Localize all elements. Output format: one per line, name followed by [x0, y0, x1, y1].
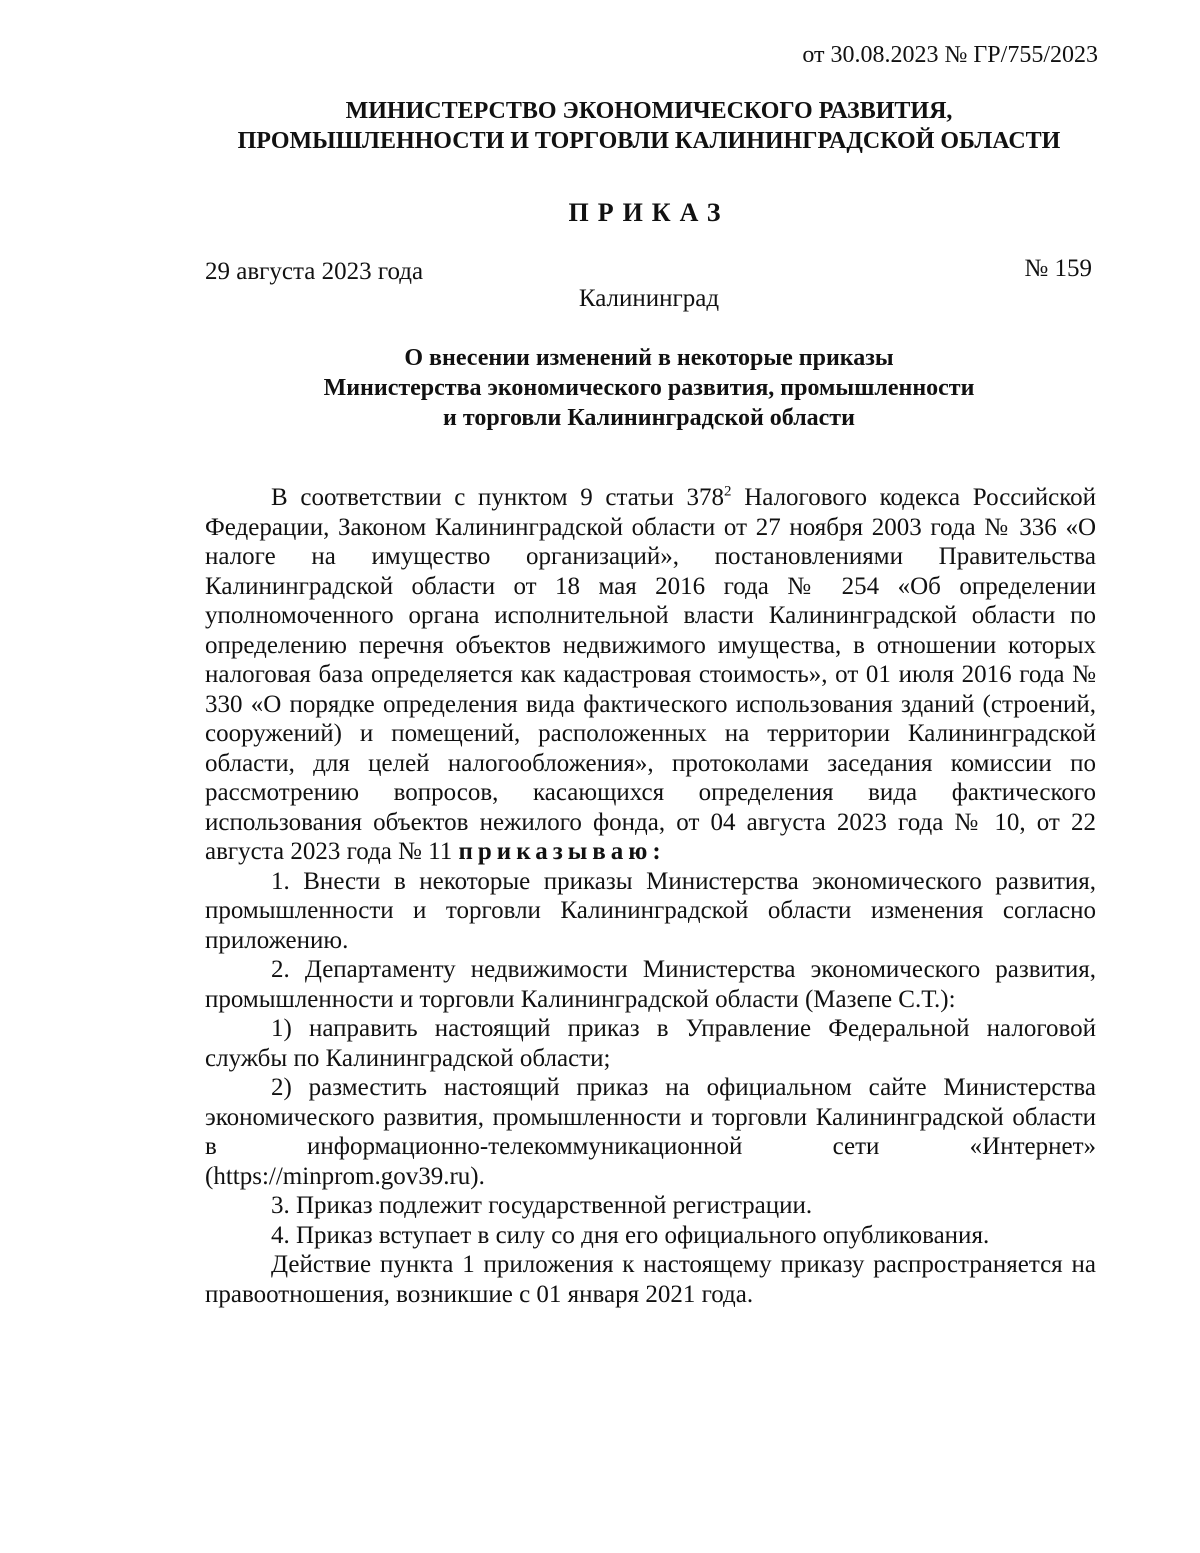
order-command: приказываю:	[458, 838, 666, 865]
item-4: 4. Приказ вступает в силу со дня его официального опубликования.	[271, 1221, 990, 1249]
preamble-start: В соответствии с пунктом 9 статьи 378	[271, 484, 725, 511]
item-1: 1. Внести в некоторые приказы Министерства экономического развития, промышленности и торговли Калининградской области изменения согласно приложению.	[205, 867, 1096, 954]
ministry-name	[0, 96, 1200, 156]
preamble-paragraph	[205, 483, 1096, 867]
item-2-subitem-2: 2) разместить настоящий приказ на официальном сайте Министерства экономического развития, промышленности и торговли Калининградской области в информационно-телекоммуникационной сети «Интернет» (https://minprom.gov39.ru).	[205, 1074, 1096, 1190]
article-superscript: 2	[724, 483, 732, 500]
ministry-name-line2: ПРОМЫШЛЕННОСТИ И ТОРГОВЛИ КАЛИНИНГРАДСКОЙ ОБЛАСТИ	[237, 128, 1061, 154]
document-type-title: ПРИКАЗ	[568, 198, 730, 227]
item-2-subitem-1: 1) направить настоящий приказ в Управление Федеральной налоговой службы по Калининградской области;	[205, 1015, 1096, 1072]
subject-line1: О внесении изменений в некоторые приказы	[404, 345, 894, 371]
order-date: 29 августа 2023 года	[205, 258, 424, 285]
closing-paragraph: Действие пункта 1 приложения к настоящему приказу распространяется на правоотношения, возникшие с 01 января 2021 года.	[205, 1251, 1096, 1308]
item-2: 2. Департаменту недвижимости Министерства экономического развития, промышленности и торговли Калининградской области (Мазепе С.Т.):	[205, 956, 1096, 1013]
city-name: Калининград	[578, 285, 720, 312]
ministry-name-line1: МИНИСТЕРСТВО ЭКОНОМИЧЕСКОГО РАЗВИТИЯ,	[345, 98, 953, 124]
order-number: № 159	[1024, 255, 1092, 282]
registration-stamp: от 30.08.2023 № ГР/755/2023	[802, 42, 1098, 68]
item-3: 3. Приказ подлежит государственной регистрации.	[271, 1192, 813, 1219]
preamble-rest: Налогового кодекса Российской Федерации, Законом Калининградской области от 27 ноября 2003 года № 336 «О налоге на имущество организаций», постановлениями Правительства Калининградской области от 18 мая 2016 года № 254 «Об определении уполномоченного органа исполнительной власти Калининградской области по определению перечня объектов недвижимого имущества, в отношении которых налоговая база определяется как кадастровая стоимость», от 01 июля 2016 года № 330 «О порядке определения вида фактического использования зданий (строений, сооружений) и помещений, расположенных на территории Калининградской области, для целей налогообложения», протоколами заседания комиссии по рассмотрению вопросов, касающихся определения вида фактического использования объектов нежилого фонда, от 04 августа 2023 года № 10, от 22 августа 2023 года № 11	[205, 484, 1096, 865]
order-subject	[0, 343, 1200, 433]
subject-line2: Министерства экономического развития, промышленности	[323, 375, 975, 401]
subject-line3: и торговли Калининградской области	[443, 405, 855, 431]
order-body	[205, 483, 1096, 1309]
